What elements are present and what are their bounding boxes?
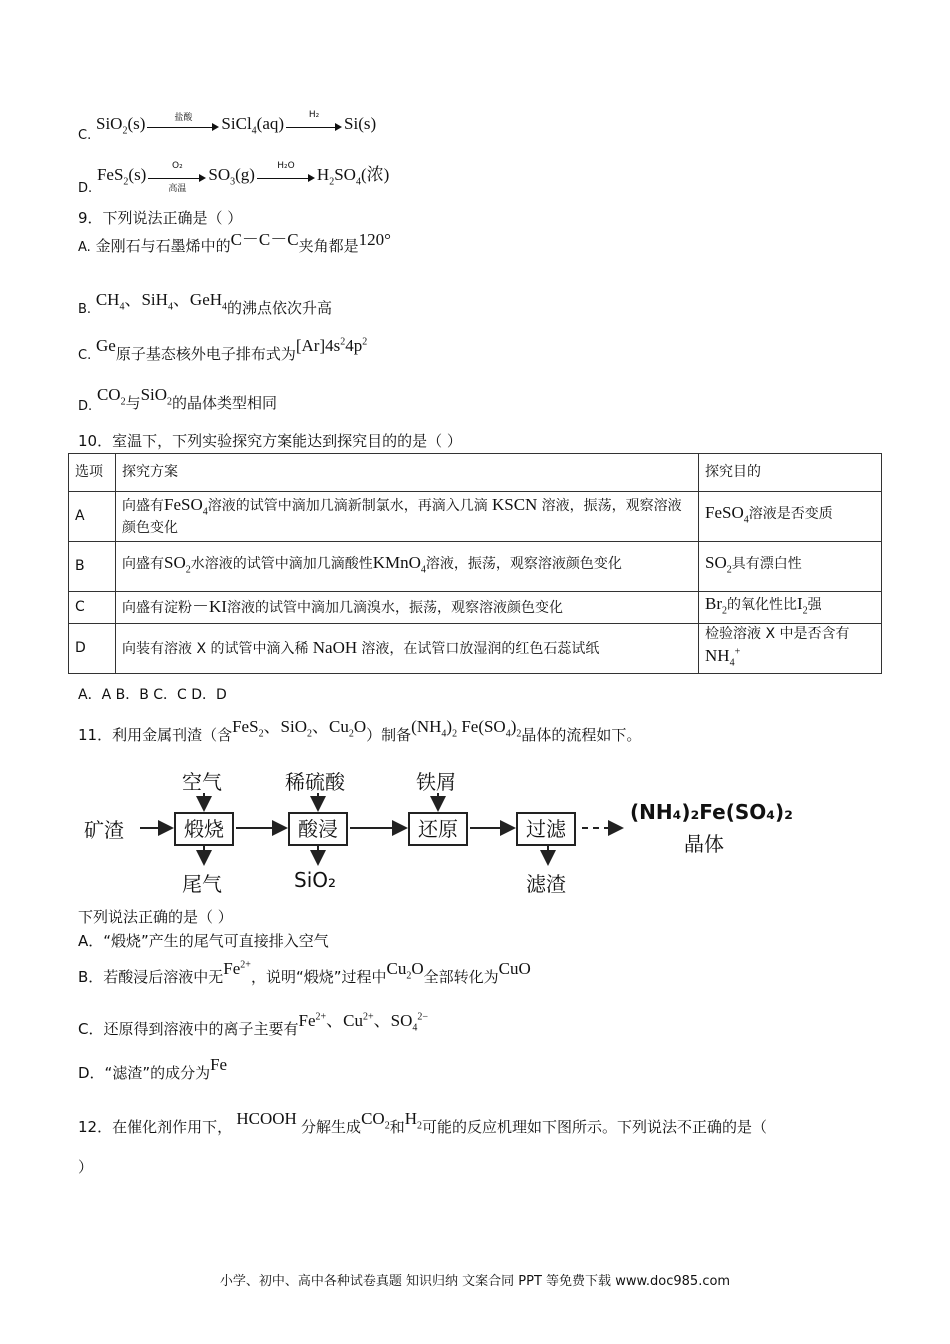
- q11-question: 下列说法正确的是（ ）: [78, 908, 233, 926]
- q9-option-a: A. 金刚石与石墨烯中的C－C－C夹角都是120°: [78, 230, 391, 255]
- flow-input-air: 空气: [182, 770, 222, 794]
- flow-output-sio2: SiO₂: [294, 868, 337, 892]
- q9-option-b: B. $CH_4$、SiH$_4$、GeH$_4$的沸点依次升高: [78, 290, 333, 317]
- reaction-arrow: H₂: [286, 118, 342, 132]
- table-row: B 向盛有$SO_2$水溶液的试管中滴加几滴酸性KMnO$_4$溶液，振荡，观察溶液颜色变化 $SO_2$具有漂白性: [69, 542, 882, 592]
- q10-table: [68, 453, 882, 674]
- flow-step-calcine: 煅烧: [174, 812, 234, 846]
- flow-output-gas: 尾气: [182, 872, 222, 896]
- formula: $CH_4$、SiH$_4$、GeH$_4$: [95, 290, 228, 313]
- formula: $[Ar]4s^24p^2$: [295, 336, 368, 355]
- option-label: C.: [78, 128, 92, 143]
- flow-output-residue: 滤渣: [526, 872, 566, 896]
- formula: $SO_3(g)$: [208, 165, 255, 188]
- reaction-arrow: O₂ 高温: [148, 169, 206, 183]
- q9-stem: 9．下列说法正确是（ ）: [78, 209, 243, 227]
- formula: SiO$_2$(s): [96, 114, 146, 137]
- q12-close: ）: [78, 1158, 94, 1176]
- formula: FeS$_2$(s): [96, 165, 147, 188]
- flow-start: 矿渣: [84, 818, 124, 842]
- table-row: D 向装有溶液 X 的试管中滴入稀 NaOH 溶液，在试管口放湿润的红色石蕊试纸 检验溶液 X 中是否含有 $NH_4^+$: [69, 624, 882, 674]
- flow-input-acid: 稀硫酸: [285, 770, 345, 794]
- formula: SiO$_2$: [140, 385, 173, 408]
- option-label: D.: [78, 181, 93, 196]
- q11-stem: 11．利用金属刊渣（含FeS$_2$、SiO$_2$、$Cu_2O$）制备$(NH_4)_2$ $Fe(SO_4)_2$晶体的流程如下。: [78, 717, 642, 744]
- formula: SiCl$_4$(aq): [221, 114, 285, 137]
- q11-option-b: B．若酸浸后溶液中无$Fe^{2+}$，说明“煅烧”过程中$Cu_2O$全部转化为CuO: [78, 959, 531, 986]
- concentrated-label: (浓): [360, 165, 390, 184]
- q9-option-c: C. Ge原子基态核外电子排布式为$[Ar]4s^24p^2$: [78, 336, 368, 363]
- formula: $CO_2$: [96, 385, 126, 408]
- q8-option-c: [78, 110, 377, 143]
- flow-step-filter: 过滤: [516, 812, 576, 846]
- reaction-arrow: H₂O: [257, 169, 315, 183]
- flow-product-label: 晶体: [684, 832, 724, 856]
- formula: Si(s): [344, 114, 377, 133]
- flow-product: (NH₄)₂Fe(SO₄)₂: [630, 800, 793, 824]
- q9-option-d: D. $CO_2$与SiO$_2$的晶体类型相同: [78, 385, 278, 414]
- reaction-arrow: 盐酸: [147, 118, 219, 132]
- q12-stem: 12．在催化剂作用下， HCOOH 分解生成$CO_2$和$H_2$可能的反应机理如下图所示。下列说法不正确的是（: [78, 1109, 767, 1136]
- q11-option-d: D．“滤渣”的成分为Fe: [78, 1055, 228, 1082]
- q10-choices: A．A B．B C．C D．D: [78, 687, 227, 703]
- formula: $H_2SO_4$: [316, 165, 361, 188]
- page-footer: 小学、初中、高中各种试卷真题 知识归纳 文案合同 PPT 等免费下载 www.doc985.com: [219, 1274, 731, 1289]
- q11-option-a: A．“煅烧”产生的尾气可直接排入空气: [78, 932, 329, 950]
- table-header-row: 选项 探究方案 探究目的: [69, 454, 882, 492]
- q11-option-c: C．还原得到溶液中的离子主要有$Fe^{2+}$、$Cu^{2+}$、$SO_4^{2-}$: [78, 1011, 428, 1038]
- table-row: C 向盛有淀粉－KI溶液的试管中滴加几滴溴水，振荡，观察溶液颜色变化 $Br_2$的氧化性比$I_2$强: [69, 592, 882, 624]
- q10-stem: 10．室温下，下列实验探究方案能达到探究目的的是（ ）: [78, 432, 462, 450]
- table-row: A 向盛有FeSO$_4$溶液的试管中滴加几滴新制氯水，再滴入几滴 KSCN 溶液，振荡，观察溶液颜色变化 FeSO$_4$溶液是否变质: [69, 492, 882, 542]
- flow-step-acid-leach: 酸浸: [288, 812, 348, 846]
- flow-input-iron: 铁屑: [416, 770, 456, 794]
- q8-option-d: [78, 160, 390, 196]
- flow-step-reduce: 还原: [408, 812, 468, 846]
